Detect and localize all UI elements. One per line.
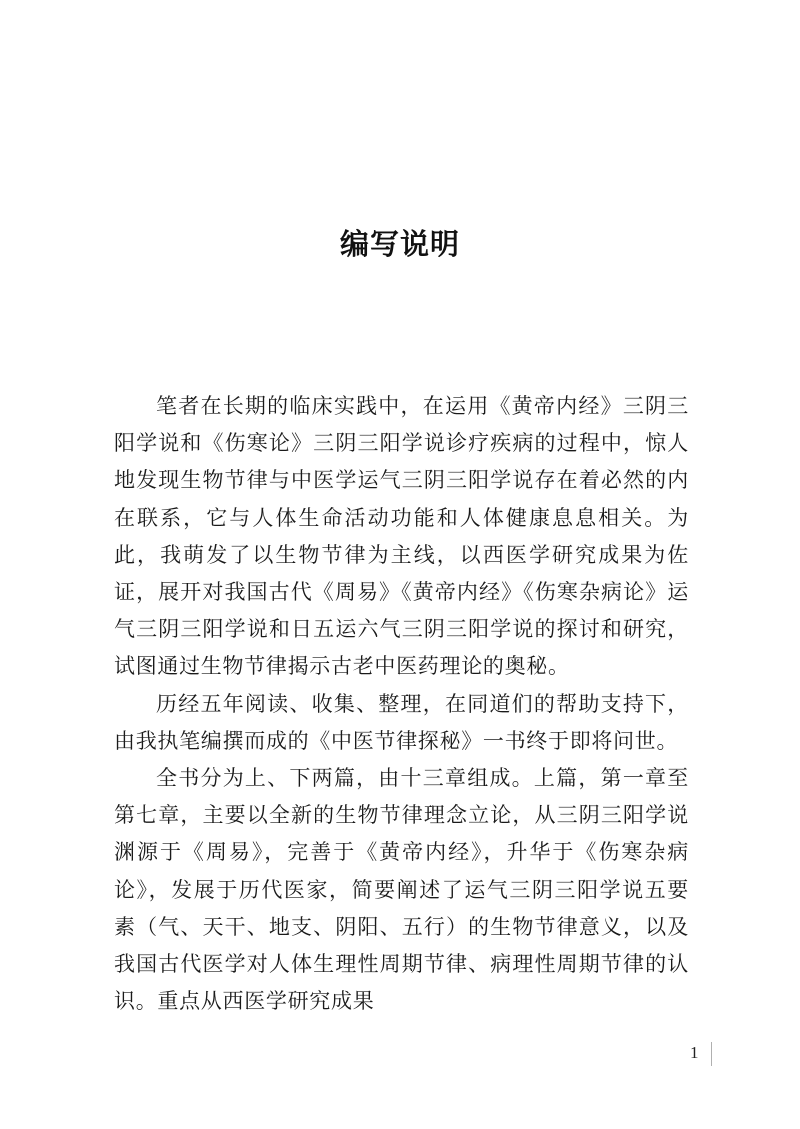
page-title: 编写说明	[339, 227, 460, 261]
paragraph: 全书分为上、下两篇，由十三章组成。上篇，第一章至第七章，主要以全新的生物节律理念立论，从三阴三阳学说渊源于《周易》，完善于《黄帝内经》，升华于《伤寒杂病论》，发展于历代医家，简要阐述了运气三阴三阳学说五要素（气、天干、地支、阴阳、五行）的生物节律意义，以及我国古代医学对人体生理性周期节律、病理性周期节律的认识。重点从西医学研究成果	[114, 766, 689, 1014]
page-edge-line	[711, 1042, 712, 1066]
paragraph: 笔者在长期的临床实践中，在运用《黄帝内经》三阴三阳学说和《伤寒论》三阴三阳学说诊疗疾病的过程中，惊人地发现生物节律与中医学运气三阴三阳学说存在着必然的内在联系，它与人体生命活动功能和人体健康息息相关。为此，我萌发了以生物节律为主线，以西医学研究成果为佐证，展开对我国古代《周易》《黄帝内经》《伤寒杂病论》运气三阴三阳学说和日五运六气三阴三阳学说的探讨和研究，试图通过生物节律揭示古老中医药理论的奥秘。	[114, 394, 689, 679]
page-number: 1	[690, 1043, 699, 1062]
body-text	[114, 388, 689, 1020]
paragraph: 历经五年阅读、收集、整理，在同道们的帮助支持下，由我执笔编撰而成的《中医节律探秘》一书终于即将问世。	[114, 691, 689, 753]
